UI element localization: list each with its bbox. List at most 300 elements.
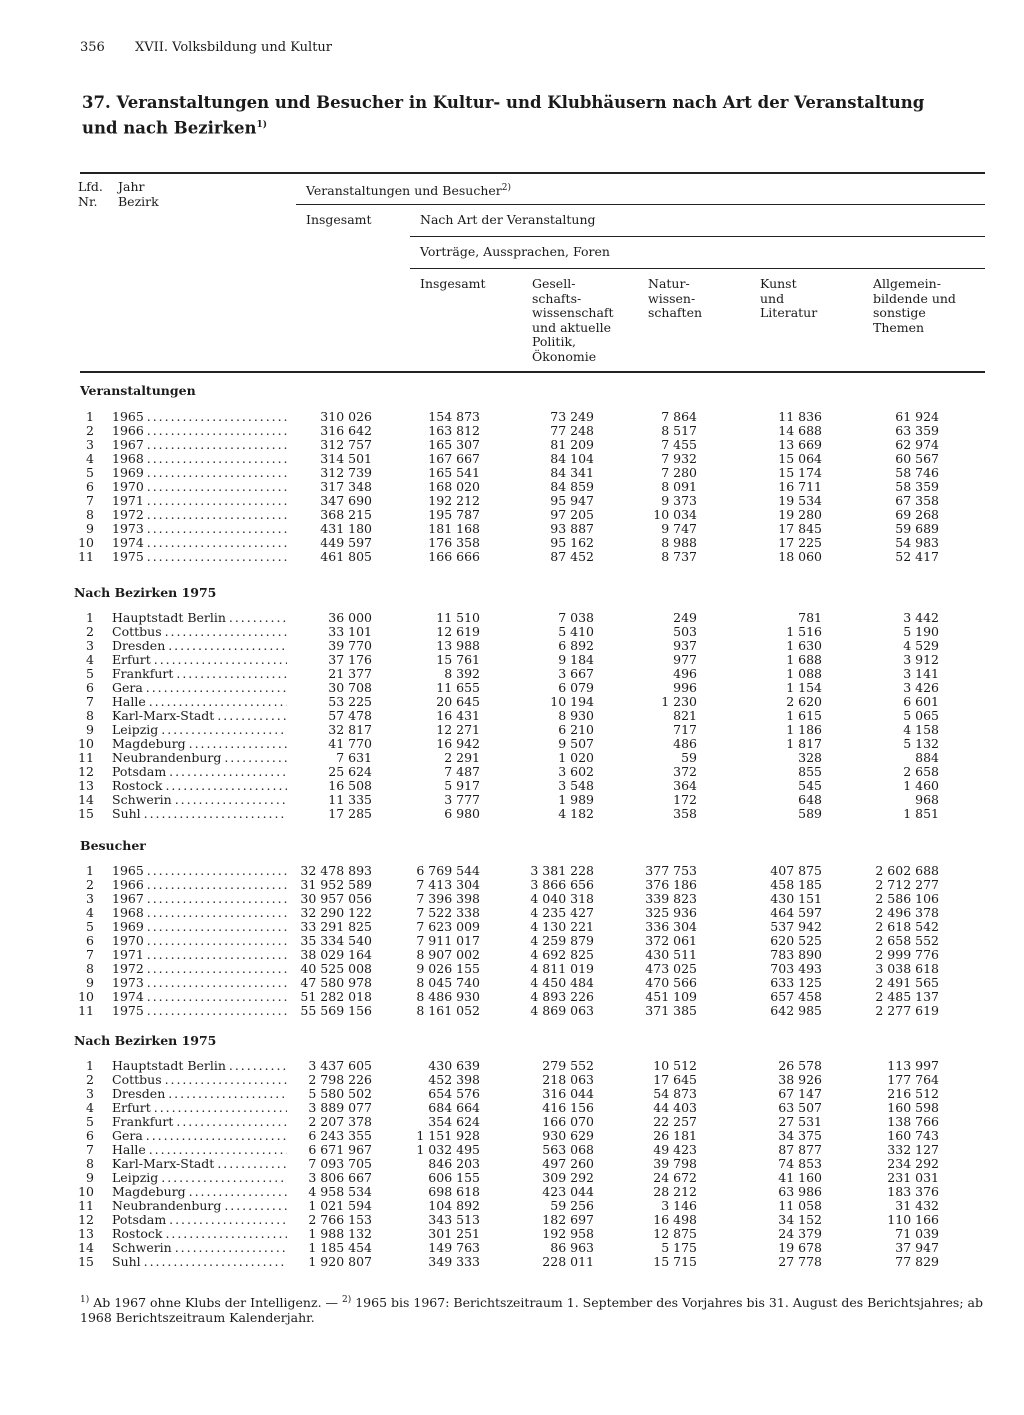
cell-lfd-nr: 1 bbox=[86, 610, 94, 625]
cell-vortraege-insgesamt: 1 151 928 bbox=[416, 1128, 480, 1143]
cell-insgesamt: 2 798 226 bbox=[308, 1072, 372, 1087]
cell-allgemein: 63 359 bbox=[895, 423, 939, 438]
cell-lfd-nr: 2 bbox=[86, 624, 94, 639]
cell-gesellschaft: 182 697 bbox=[542, 1212, 594, 1227]
cell-insgesamt: 21 377 bbox=[328, 666, 372, 681]
cell-label: Leipzig . . . bbox=[112, 1171, 287, 1185]
cell-natur: 7 280 bbox=[661, 465, 697, 480]
table-row bbox=[0, 1241, 1024, 1255]
cell-insgesamt: 32 817 bbox=[328, 722, 372, 737]
cell-vortraege-insgesamt: 16 431 bbox=[436, 708, 480, 723]
cell-gesellschaft: 166 070 bbox=[542, 1114, 594, 1129]
cell-kunst: 1 817 bbox=[786, 736, 822, 751]
cell-label: 1969 . . . bbox=[112, 466, 287, 480]
section-heading: Nach Bezirken 1975 bbox=[74, 1033, 217, 1048]
cell-lfd-nr: 11 bbox=[78, 549, 94, 564]
cell-insgesamt: 33 291 825 bbox=[300, 919, 372, 934]
cell-kunst: 14 688 bbox=[778, 423, 822, 438]
cell-label: Potsdam . . . bbox=[112, 765, 287, 779]
cell-insgesamt: 431 180 bbox=[320, 521, 372, 536]
cell-label: Schwerin . . . bbox=[112, 1241, 287, 1255]
cell-kunst: 27 778 bbox=[778, 1254, 822, 1269]
cell-lfd-nr: 2 bbox=[86, 877, 94, 892]
cell-natur: 16 498 bbox=[653, 1212, 697, 1227]
cell-lfd-nr: 15 bbox=[78, 806, 94, 821]
cell-insgesamt: 6 243 355 bbox=[308, 1128, 372, 1143]
cell-natur: 364 bbox=[673, 778, 697, 793]
cell-insgesamt: 2 766 153 bbox=[308, 1212, 372, 1227]
cell-insgesamt: 1 185 454 bbox=[308, 1240, 372, 1255]
table-row bbox=[0, 1115, 1024, 1129]
cell-natur: 9 373 bbox=[661, 493, 697, 508]
header-rule-group bbox=[296, 204, 985, 205]
cell-lfd-nr: 7 bbox=[86, 947, 94, 962]
cell-label: 1975 . . . bbox=[112, 1004, 287, 1018]
title-footnote-ref: 1) bbox=[256, 120, 267, 130]
cell-vortraege-insgesamt: 11 510 bbox=[436, 610, 480, 625]
section-heading: Veranstaltungen bbox=[80, 383, 196, 398]
cell-lfd-nr: 4 bbox=[86, 451, 94, 466]
cell-allgemein: 31 432 bbox=[895, 1198, 939, 1213]
cell-gesellschaft: 8 930 bbox=[558, 708, 594, 723]
cell-vortraege-insgesamt: 430 639 bbox=[428, 1058, 480, 1073]
cell-label: 1971 . . . bbox=[112, 948, 287, 962]
cell-allgemein: 3 426 bbox=[903, 680, 939, 695]
cell-vortraege-insgesamt: 20 645 bbox=[436, 694, 480, 709]
cell-natur: 15 715 bbox=[653, 1254, 697, 1269]
cell-label: 1965 . . . bbox=[112, 410, 287, 424]
cell-label: Suhl . . . bbox=[112, 807, 287, 821]
table-row bbox=[0, 1171, 1024, 1185]
cell-gesellschaft: 7 038 bbox=[558, 610, 594, 625]
cell-label: 1968 . . . bbox=[112, 452, 287, 466]
section-heading: Besucher bbox=[80, 838, 146, 853]
table-row bbox=[0, 522, 1024, 536]
cell-gesellschaft: 279 552 bbox=[542, 1058, 594, 1073]
cell-lfd-nr: 1 bbox=[86, 863, 94, 878]
cell-gesellschaft: 3 667 bbox=[558, 666, 594, 681]
footnote-2: 1965 bis 1967: Berichtszeitraum 1. September des Vorjahres bis 31. August des Berichtsjahres; ab 1968 Berichtszeitraum Kalenderjahr. bbox=[80, 1295, 983, 1326]
table-row bbox=[0, 892, 1024, 906]
cell-kunst: 703 493 bbox=[770, 961, 822, 976]
cell-insgesamt: 53 225 bbox=[328, 694, 372, 709]
cell-kunst: 13 669 bbox=[778, 437, 822, 452]
cell-vortraege-insgesamt: 165 541 bbox=[428, 465, 480, 480]
cell-allgemein: 884 bbox=[915, 750, 939, 765]
cell-gesellschaft: 218 063 bbox=[542, 1072, 594, 1087]
table-row bbox=[0, 1059, 1024, 1073]
cell-label: Halle . . . bbox=[112, 1143, 287, 1157]
cell-kunst: 26 578 bbox=[778, 1058, 822, 1073]
cell-allgemein: 183 376 bbox=[887, 1184, 939, 1199]
cell-insgesamt: 449 597 bbox=[320, 535, 372, 550]
table-row bbox=[0, 410, 1024, 424]
cell-gesellschaft: 309 292 bbox=[542, 1170, 594, 1185]
cell-vortraege-insgesamt: 7 413 304 bbox=[416, 877, 480, 892]
cell-label: Hauptstadt Berlin . . . bbox=[112, 611, 287, 625]
cell-vortraege-insgesamt: 104 892 bbox=[428, 1198, 480, 1213]
cell-label: Leipzig . . . bbox=[112, 723, 287, 737]
cell-label: Magdeburg . . . bbox=[112, 1185, 287, 1199]
cell-label: 1975 . . . bbox=[112, 550, 287, 564]
header-bottom-rule bbox=[80, 371, 985, 373]
header-kunst: Kunst und Literatur bbox=[760, 276, 818, 320]
cell-gesellschaft: 86 963 bbox=[550, 1240, 594, 1255]
table-row bbox=[0, 864, 1024, 878]
cell-gesellschaft: 1 020 bbox=[558, 750, 594, 765]
cell-insgesamt: 6 671 967 bbox=[308, 1142, 372, 1157]
cell-vortraege-insgesamt: 5 917 bbox=[444, 778, 480, 793]
cell-vortraege-insgesamt: 7 623 009 bbox=[416, 919, 480, 934]
cell-label: Cottbus . . . bbox=[112, 625, 287, 639]
cell-vortraege-insgesamt: 606 155 bbox=[428, 1170, 480, 1185]
cell-natur: 12 875 bbox=[653, 1226, 697, 1241]
cell-insgesamt: 16 508 bbox=[328, 778, 372, 793]
cell-kunst: 1 186 bbox=[786, 722, 822, 737]
cell-natur: 26 181 bbox=[653, 1128, 697, 1143]
cell-lfd-nr: 15 bbox=[78, 1254, 94, 1269]
cell-natur: 486 bbox=[673, 736, 697, 751]
cell-insgesamt: 7 093 705 bbox=[308, 1156, 372, 1171]
cell-vortraege-insgesamt: 149 763 bbox=[428, 1240, 480, 1255]
cell-kunst: 783 890 bbox=[770, 947, 822, 962]
cell-natur: 249 bbox=[673, 610, 697, 625]
cell-vortraege-insgesamt: 11 655 bbox=[436, 680, 480, 695]
cell-natur: 7 932 bbox=[661, 451, 697, 466]
table-row bbox=[0, 1199, 1024, 1213]
cell-vortraege-insgesamt: 7 487 bbox=[444, 764, 480, 779]
cell-gesellschaft: 4 869 063 bbox=[530, 1003, 594, 1018]
cell-gesellschaft: 4 235 427 bbox=[530, 905, 594, 920]
cell-insgesamt: 33 101 bbox=[328, 624, 372, 639]
cell-insgesamt: 57 478 bbox=[328, 708, 372, 723]
cell-kunst: 657 458 bbox=[770, 989, 822, 1004]
cell-natur: 376 186 bbox=[645, 877, 697, 892]
cell-allgemein: 1 851 bbox=[903, 806, 939, 821]
cell-vortraege-insgesamt: 354 624 bbox=[428, 1114, 480, 1129]
cell-gesellschaft: 77 248 bbox=[550, 423, 594, 438]
cell-lfd-nr: 11 bbox=[78, 750, 94, 765]
cell-lfd-nr: 6 bbox=[86, 933, 94, 948]
cell-lfd-nr: 10 bbox=[78, 535, 94, 550]
cell-kunst: 2 620 bbox=[786, 694, 822, 709]
cell-gesellschaft: 4 811 019 bbox=[530, 961, 594, 976]
cell-lfd-nr: 2 bbox=[86, 423, 94, 438]
cell-label: Rostock . . . bbox=[112, 1227, 287, 1241]
cell-kunst: 27 531 bbox=[778, 1114, 822, 1129]
cell-natur: 377 753 bbox=[645, 863, 697, 878]
cell-lfd-nr: 9 bbox=[86, 521, 94, 536]
cell-gesellschaft: 81 209 bbox=[550, 437, 594, 452]
cell-natur: 372 bbox=[673, 764, 697, 779]
cell-gesellschaft: 84 341 bbox=[550, 465, 594, 480]
cell-kunst: 1 516 bbox=[786, 624, 822, 639]
cell-vortraege-insgesamt: 167 667 bbox=[428, 451, 480, 466]
cell-gesellschaft: 73 249 bbox=[550, 409, 594, 424]
cell-natur: 358 bbox=[673, 806, 697, 821]
cell-kunst: 589 bbox=[798, 806, 822, 821]
table-row bbox=[0, 962, 1024, 976]
cell-vortraege-insgesamt: 195 787 bbox=[428, 507, 480, 522]
cell-gesellschaft: 97 205 bbox=[550, 507, 594, 522]
cell-kunst: 11 058 bbox=[778, 1198, 822, 1213]
cell-lfd-nr: 11 bbox=[78, 1003, 94, 1018]
cell-lfd-nr: 1 bbox=[86, 1058, 94, 1073]
cell-insgesamt: 314 501 bbox=[320, 451, 372, 466]
table-row bbox=[0, 765, 1024, 779]
cell-gesellschaft: 4 182 bbox=[558, 806, 594, 821]
cell-natur: 371 385 bbox=[645, 1003, 697, 1018]
header-rule-vortraege bbox=[410, 268, 985, 269]
cell-label: Frankfurt . . . bbox=[112, 667, 287, 681]
cell-label: Neubrandenburg . . . bbox=[112, 751, 287, 765]
cell-vortraege-insgesamt: 8 486 930 bbox=[416, 989, 480, 1004]
cell-insgesamt: 11 335 bbox=[328, 792, 372, 807]
cell-natur: 496 bbox=[673, 666, 697, 681]
cell-insgesamt: 31 952 589 bbox=[300, 877, 372, 892]
cell-label: Erfurt . . . bbox=[112, 653, 287, 667]
cell-insgesamt: 41 770 bbox=[328, 736, 372, 751]
cell-gesellschaft: 1 989 bbox=[558, 792, 594, 807]
cell-insgesamt: 312 757 bbox=[320, 437, 372, 452]
cell-natur: 44 403 bbox=[653, 1100, 697, 1115]
cell-kunst: 620 525 bbox=[770, 933, 822, 948]
cell-label: 1974 . . . bbox=[112, 536, 287, 550]
cell-label: Dresden . . . bbox=[112, 639, 287, 653]
table-row bbox=[0, 508, 1024, 522]
cell-lfd-nr: 5 bbox=[86, 465, 94, 480]
cell-allgemein: 4 158 bbox=[903, 722, 939, 737]
cell-allgemein: 5 065 bbox=[903, 708, 939, 723]
cell-natur: 336 304 bbox=[645, 919, 697, 934]
cell-label: Karl-Marx-Stadt . . . bbox=[112, 1157, 287, 1171]
cell-label: Neubrandenburg . . . bbox=[112, 1199, 287, 1213]
cell-lfd-nr: 9 bbox=[86, 1170, 94, 1185]
cell-vortraege-insgesamt: 192 212 bbox=[428, 493, 480, 508]
cell-insgesamt: 25 624 bbox=[328, 764, 372, 779]
cell-lfd-nr: 8 bbox=[86, 708, 94, 723]
cell-vortraege-insgesamt: 8 045 740 bbox=[416, 975, 480, 990]
cell-lfd-nr: 9 bbox=[86, 722, 94, 737]
table-row bbox=[0, 466, 1024, 480]
cell-lfd-nr: 8 bbox=[86, 1156, 94, 1171]
cell-label: Hauptstadt Berlin . . . bbox=[112, 1059, 287, 1073]
cell-vortraege-insgesamt: 7 396 398 bbox=[416, 891, 480, 906]
cell-insgesamt: 1 988 132 bbox=[308, 1226, 372, 1241]
cell-lfd-nr: 4 bbox=[86, 1100, 94, 1115]
cell-allgemein: 77 829 bbox=[895, 1254, 939, 1269]
cell-lfd-nr: 14 bbox=[78, 792, 94, 807]
cell-label: Gera . . . bbox=[112, 681, 287, 695]
table-row bbox=[0, 793, 1024, 807]
cell-gesellschaft: 87 452 bbox=[550, 549, 594, 564]
cell-vortraege-insgesamt: 1 032 495 bbox=[416, 1142, 480, 1157]
header-natur: Natur- wissen- schaften bbox=[648, 276, 703, 320]
cell-allgemein: 69 268 bbox=[895, 507, 939, 522]
cell-lfd-nr: 7 bbox=[86, 1142, 94, 1157]
cell-label: Gera . . . bbox=[112, 1129, 287, 1143]
cell-insgesamt: 36 000 bbox=[328, 610, 372, 625]
table-row bbox=[0, 625, 1024, 639]
cell-lfd-nr: 13 bbox=[78, 1226, 94, 1241]
cell-vortraege-insgesamt: 6 769 544 bbox=[416, 863, 480, 878]
cell-kunst: 458 185 bbox=[770, 877, 822, 892]
cell-allgemein: 1 460 bbox=[903, 778, 939, 793]
cell-vortraege-insgesamt: 8 161 052 bbox=[416, 1003, 480, 1018]
table-row bbox=[0, 550, 1024, 564]
cell-vortraege-insgesamt: 8 392 bbox=[444, 666, 480, 681]
cell-allgemein: 37 947 bbox=[895, 1240, 939, 1255]
cell-kunst: 19 280 bbox=[778, 507, 822, 522]
cell-lfd-nr: 6 bbox=[86, 680, 94, 695]
cell-kunst: 87 877 bbox=[778, 1142, 822, 1157]
cell-kunst: 19 678 bbox=[778, 1240, 822, 1255]
cell-natur: 8 737 bbox=[661, 549, 697, 564]
cell-gesellschaft: 563 068 bbox=[542, 1142, 594, 1157]
cell-natur: 372 061 bbox=[645, 933, 697, 948]
cell-allgemein: 2 491 565 bbox=[875, 975, 939, 990]
header-nach-art: Nach Art der Veranstaltung bbox=[420, 212, 596, 227]
cell-kunst: 855 bbox=[798, 764, 822, 779]
cell-allgemein: 54 983 bbox=[895, 535, 939, 550]
cell-allgemein: 2 586 106 bbox=[875, 891, 939, 906]
cell-label: Dresden . . . bbox=[112, 1087, 287, 1101]
cell-label: 1967 . . . bbox=[112, 892, 287, 906]
cell-allgemein: 2 712 277 bbox=[875, 877, 939, 892]
cell-insgesamt: 51 282 018 bbox=[300, 989, 372, 1004]
table-row bbox=[0, 948, 1024, 962]
cell-label: 1966 . . . bbox=[112, 424, 287, 438]
cell-allgemein: 2 618 542 bbox=[875, 919, 939, 934]
cell-label: 1970 . . . bbox=[112, 934, 287, 948]
cell-gesellschaft: 497 260 bbox=[542, 1156, 594, 1171]
cell-kunst: 63 986 bbox=[778, 1184, 822, 1199]
chapter-title: XVII. Volksbildung und Kultur bbox=[134, 40, 332, 55]
cell-label: 1965 . . . bbox=[112, 864, 287, 878]
cell-label: 1972 . . . bbox=[112, 508, 287, 522]
cell-label: 1973 . . . bbox=[112, 976, 287, 990]
header-sub-insgesamt: Insgesamt bbox=[420, 276, 486, 291]
cell-lfd-nr: 3 bbox=[86, 437, 94, 452]
cell-gesellschaft: 6 210 bbox=[558, 722, 594, 737]
cell-natur: 172 bbox=[673, 792, 697, 807]
table-row bbox=[0, 807, 1024, 821]
cell-insgesamt: 310 026 bbox=[320, 409, 372, 424]
cell-kunst: 18 060 bbox=[778, 549, 822, 564]
cell-kunst: 642 985 bbox=[770, 1003, 822, 1018]
cell-natur: 28 212 bbox=[653, 1184, 697, 1199]
table-row bbox=[0, 1185, 1024, 1199]
cell-natur: 339 823 bbox=[645, 891, 697, 906]
cell-label: Magdeburg . . . bbox=[112, 737, 287, 751]
cell-kunst: 16 711 bbox=[778, 479, 822, 494]
cell-allgemein: 2 496 378 bbox=[875, 905, 939, 920]
cell-vortraege-insgesamt: 7 522 338 bbox=[416, 905, 480, 920]
cell-gesellschaft: 95 947 bbox=[550, 493, 594, 508]
cell-allgemein: 67 358 bbox=[895, 493, 939, 508]
cell-vortraege-insgesamt: 181 168 bbox=[428, 521, 480, 536]
cell-vortraege-insgesamt: 654 576 bbox=[428, 1086, 480, 1101]
cell-gesellschaft: 3 866 656 bbox=[530, 877, 594, 892]
cell-kunst: 464 597 bbox=[770, 905, 822, 920]
cell-vortraege-insgesamt: 9 026 155 bbox=[416, 961, 480, 976]
table-row bbox=[0, 906, 1024, 920]
cell-lfd-nr: 5 bbox=[86, 919, 94, 934]
cell-insgesamt: 3 437 605 bbox=[308, 1058, 372, 1073]
cell-label: 1974 . . . bbox=[112, 990, 287, 1004]
cell-allgemein: 5 190 bbox=[903, 624, 939, 639]
cell-kunst: 648 bbox=[798, 792, 822, 807]
table-row bbox=[0, 1227, 1024, 1241]
cell-kunst: 63 507 bbox=[778, 1100, 822, 1115]
cell-vortraege-insgesamt: 301 251 bbox=[428, 1226, 480, 1241]
cell-lfd-nr: 12 bbox=[78, 764, 94, 779]
cell-natur: 5 175 bbox=[661, 1240, 697, 1255]
cell-natur: 39 798 bbox=[653, 1156, 697, 1171]
cell-gesellschaft: 192 958 bbox=[542, 1226, 594, 1241]
cell-label: Frankfurt . . . bbox=[112, 1115, 287, 1129]
table-row bbox=[0, 976, 1024, 990]
cell-vortraege-insgesamt: 698 618 bbox=[428, 1184, 480, 1199]
cell-lfd-nr: 8 bbox=[86, 507, 94, 522]
cell-vortraege-insgesamt: 176 358 bbox=[428, 535, 480, 550]
cell-natur: 325 936 bbox=[645, 905, 697, 920]
footnote-1: Ab 1967 ohne Klubs der Intelligenz. — bbox=[89, 1295, 342, 1311]
cell-lfd-nr: 3 bbox=[86, 1086, 94, 1101]
table-row bbox=[0, 667, 1024, 681]
header-gesellschaft: Gesell- schafts- wissenschaft und aktuelle Politik, Ökonomie bbox=[532, 276, 614, 364]
cell-gesellschaft: 3 602 bbox=[558, 764, 594, 779]
cell-vortraege-insgesamt: 168 020 bbox=[428, 479, 480, 494]
cell-insgesamt: 40 525 008 bbox=[300, 961, 372, 976]
cell-insgesamt: 1 920 807 bbox=[308, 1254, 372, 1269]
cell-kunst: 407 875 bbox=[770, 863, 822, 878]
cell-vortraege-insgesamt: 166 666 bbox=[428, 549, 480, 564]
cell-gesellschaft: 6 892 bbox=[558, 638, 594, 653]
cell-insgesamt: 5 580 502 bbox=[308, 1086, 372, 1101]
cell-allgemein: 62 974 bbox=[895, 437, 939, 452]
table-row bbox=[0, 990, 1024, 1004]
cell-natur: 8 091 bbox=[661, 479, 697, 494]
cell-insgesamt: 1 021 594 bbox=[308, 1198, 372, 1213]
cell-gesellschaft: 228 011 bbox=[542, 1254, 594, 1269]
cell-natur: 8 517 bbox=[661, 423, 697, 438]
cell-lfd-nr: 10 bbox=[78, 1184, 94, 1199]
cell-lfd-nr: 7 bbox=[86, 694, 94, 709]
section-heading: Nach Bezirken 1975 bbox=[74, 585, 217, 600]
cell-gesellschaft: 93 887 bbox=[550, 521, 594, 536]
cell-insgesamt: 32 478 893 bbox=[300, 863, 372, 878]
cell-insgesamt: 7 631 bbox=[336, 750, 372, 765]
cell-natur: 451 109 bbox=[645, 989, 697, 1004]
table-row bbox=[0, 1255, 1024, 1269]
cell-allgemein: 3 912 bbox=[903, 652, 939, 667]
cell-vortraege-insgesamt: 13 988 bbox=[436, 638, 480, 653]
cell-lfd-nr: 3 bbox=[86, 891, 94, 906]
cell-lfd-nr: 10 bbox=[78, 736, 94, 751]
cell-label: 1969 . . . bbox=[112, 920, 287, 934]
cell-kunst: 15 064 bbox=[778, 451, 822, 466]
header-rule-nach-art bbox=[410, 236, 985, 237]
cell-lfd-nr: 8 bbox=[86, 961, 94, 976]
cell-allgemein: 2 277 619 bbox=[875, 1003, 939, 1018]
table-row bbox=[0, 695, 1024, 709]
cell-kunst: 633 125 bbox=[770, 975, 822, 990]
cell-gesellschaft: 6 079 bbox=[558, 680, 594, 695]
cell-allgemein: 5 132 bbox=[903, 736, 939, 751]
cell-kunst: 34 152 bbox=[778, 1212, 822, 1227]
cell-vortraege-insgesamt: 452 398 bbox=[428, 1072, 480, 1087]
